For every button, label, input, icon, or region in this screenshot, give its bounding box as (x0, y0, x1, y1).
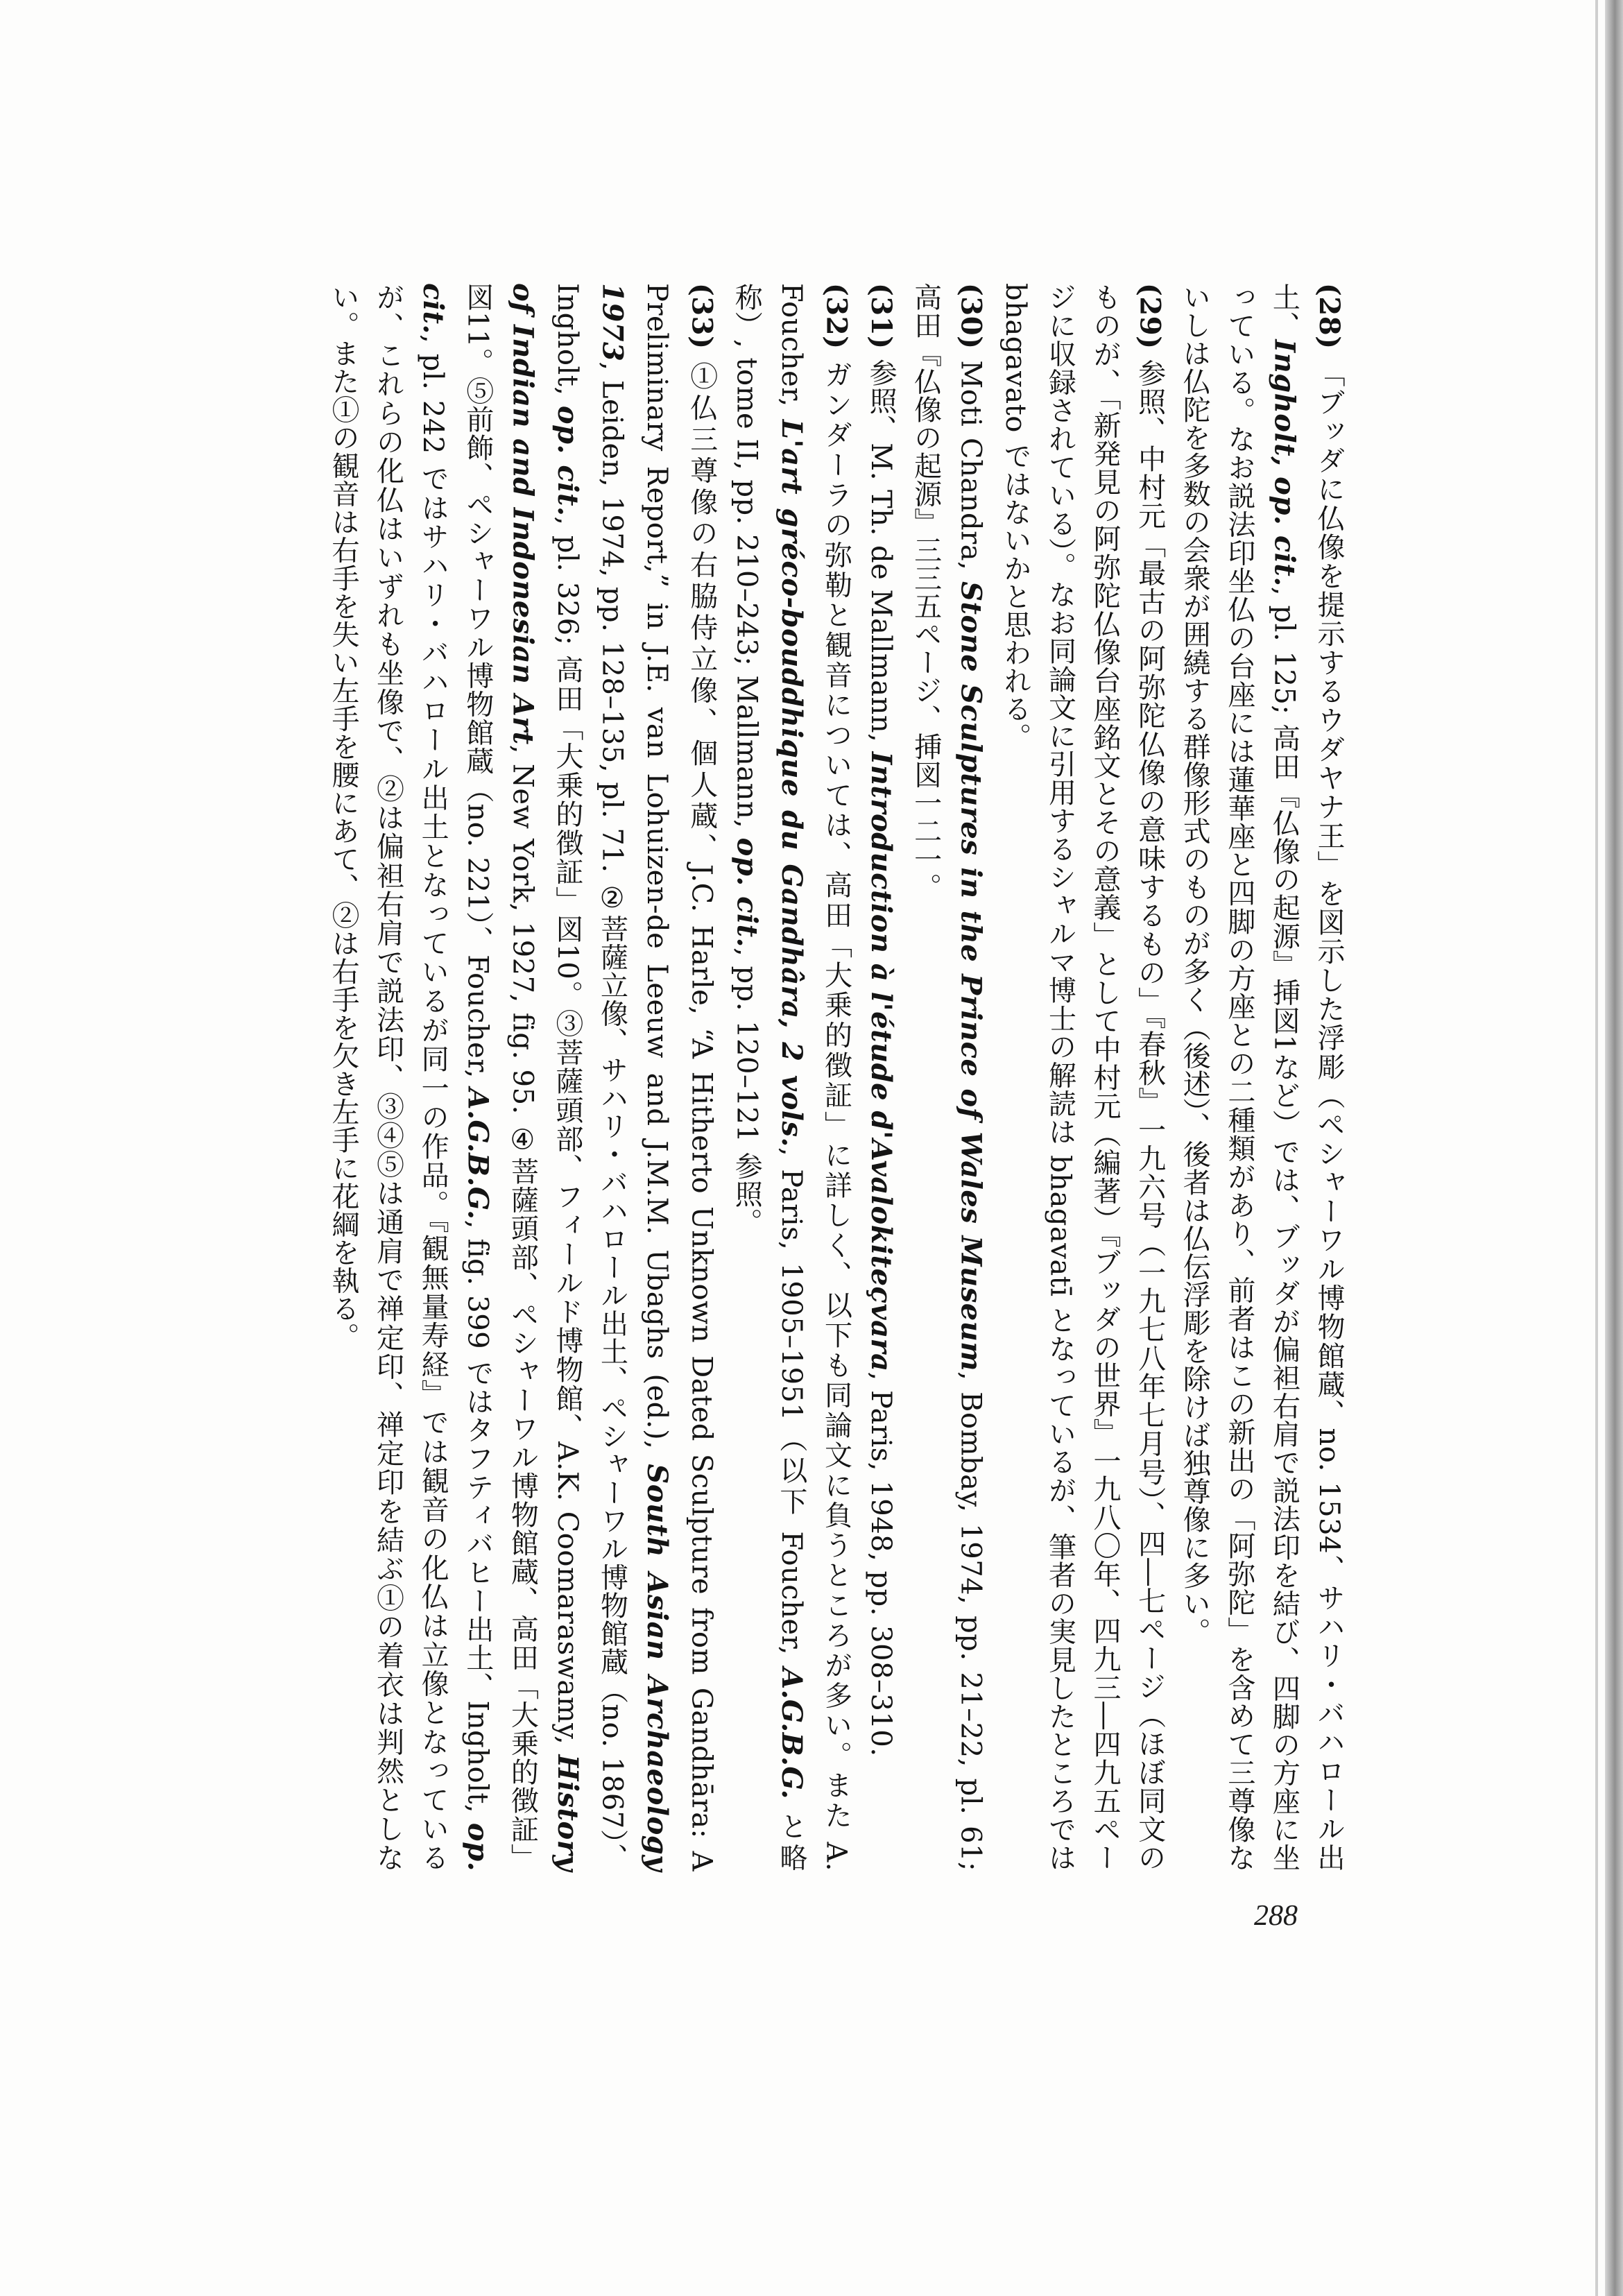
footnote-text: 参照、中村元「最古の阿弥陀仏像の意味するもの」『春秋』一九六号（一九七八年七月号）、四―七ページ（ほぼ同文のものが、「新発見の阿弥陀仏像台座銘文とその意義」として中村元（編著）『ブッダの世界』一九八〇年、四九三―四九五ページに収録されている）。なお同論文に引用するシャルマ博士の解読は bhagavatī となっているが、筆者の実見したところでは bhagavato ではないかと思われる。 (999, 283, 1166, 1872)
footnote-text: ①仏三尊像の右脇侍立像、個人蔵、J.C. Harle, “A Hitherto Unknown Dated Sculpture from Gandhāra: A Preliminary Report,” in J.E. van Lohuizen-de Leeuw and J.M.M. Ubaghs (ed.), (641, 283, 718, 1872)
footnote-text: Moti Chandra, (954, 360, 987, 582)
scan-edge (1605, 0, 1623, 2296)
footnote-citation-title: A.G.B.G. (775, 1668, 808, 1800)
footnote-text: , pl. 326; 高田「大乗的徴証」図10。③菩薩頭部、フィールド博物館、A.K. Coomaraswamy, (551, 516, 583, 1755)
footnote-citation-title: South Asian Archaeology 1973 (596, 283, 674, 1871)
footnote-citation-title: op. cit. (730, 837, 764, 948)
footnote-text: , New York, 1927, fig. 95. ④菩薩頭部、ペシャーワル博物館蔵、高田「大乗的徴証」図11。⑤前飾、ペシャーワル博物館蔵（no. 221）、Foucher, (461, 283, 539, 1872)
footnote-text: 「ブッダに仏像を提示するウダヤナ王」を図示した浮彫（ペシャーワル博物館蔵、no. 1534、サハリ・バハロール出土、 (1268, 283, 1345, 1871)
footnote-citation-title: A.G.B.G. (461, 1088, 495, 1220)
footnote (320, 283, 723, 1871)
footnote-text: , pl. 125; 高田『仏像の起源』挿図1など）では、ブッダが偏袒右肩で説法印を結び、四脚の方座に坐っている。なお説法印坐仏の台座には蓮華座と四脚の方座との二種類があり、前者はこの新出の「阿弥陀」を含めて三尊像ないしは仏陀を多数の会衆が囲繞する群像形式のものが多く（後述）、後者は仏伝浮彫を除けば独尊像に多い。 (1178, 283, 1300, 1872)
footnote (903, 283, 993, 1871)
footnote (858, 283, 903, 1871)
footnote-citation-title: Ingholt, op. cit. (1268, 339, 1301, 587)
footnote-citation-title: Introduction à l'étude d'Avalokiteçvara (865, 751, 898, 1372)
footnote-citation-title: History of Indian and Indonesian Art (506, 283, 584, 1872)
footnote-text: , fig. 399 ではタフティバヒー出土、Ingholt, (461, 1219, 494, 1823)
footnote-citation-title: L'art gréco-bouddhique du Gandhâra, 2 vols. (775, 419, 808, 1147)
footnotes-block (320, 283, 1351, 1871)
footnote-text: , Bombay, 1974, pp. 21–22, pl. 61; 高田『仏像の起源』三三五ページ、挿図一二一。 (909, 283, 987, 1871)
footnote-text: と略称）, tome II, pp. 210–243; Mallmann, (730, 283, 807, 1871)
scan-edge-line (1595, 0, 1598, 2296)
footnote (993, 283, 1171, 1871)
page-number: 288 (1254, 1900, 1298, 1932)
footnote-number: (28) (1313, 283, 1346, 350)
footnote-text: , Paris, 1948, pp. 308–310. (865, 1371, 898, 1757)
footnote-number: (30) (954, 283, 988, 350)
footnote-text: , Paris, 1905–1951（以下 Foucher, (775, 1147, 807, 1668)
footnote-text: ガンダーラの弥勒と観音については、高田「大乗的徴証」に詳しく、以下も同論文に負うところが多い。また A. Foucher, (775, 283, 852, 1871)
footnote (724, 283, 859, 1871)
footnote-citation-title: op. cit. (417, 283, 495, 1871)
footnote-text: , pp. 120–121 参照。 (730, 948, 763, 1237)
footnote-number: (31) (865, 283, 898, 350)
footnote-number: (29) (1133, 283, 1167, 350)
footnote-citation-title: op. cit. (551, 405, 584, 517)
footnote-text: 参照、M. Th. de Mallmann, (865, 358, 898, 752)
footnote-number: (33) (685, 283, 719, 350)
footnote (1172, 283, 1351, 1871)
footnote-text: , pl. 242 ではサハリ・バハロール出土となっているが同一の作品。『観無量寿経』では観音の化仏は立像となっているが、これらの化仏はいずれも坐像で、②は偏袒右肩で説法印、③④⑤は通肩で禅定印、禅定印を結ぶ①の着衣は判然としない。また①の観音は右手を失い左手を腰にあて、②は右手を欠き左手に花綱を執る。 (327, 283, 449, 1871)
footnote-citation-title: Stone Sculptures in the Prince of Wales Museum (954, 581, 988, 1372)
footnote-number: (32) (820, 283, 853, 350)
footnote-text: , Leiden, 1974, pp. 128–135, pl. 71. ②菩薩立像、サハリ・バハロール出土、ペシャーワル博物館蔵（no. 1867）、Ingholt, (551, 283, 628, 1871)
